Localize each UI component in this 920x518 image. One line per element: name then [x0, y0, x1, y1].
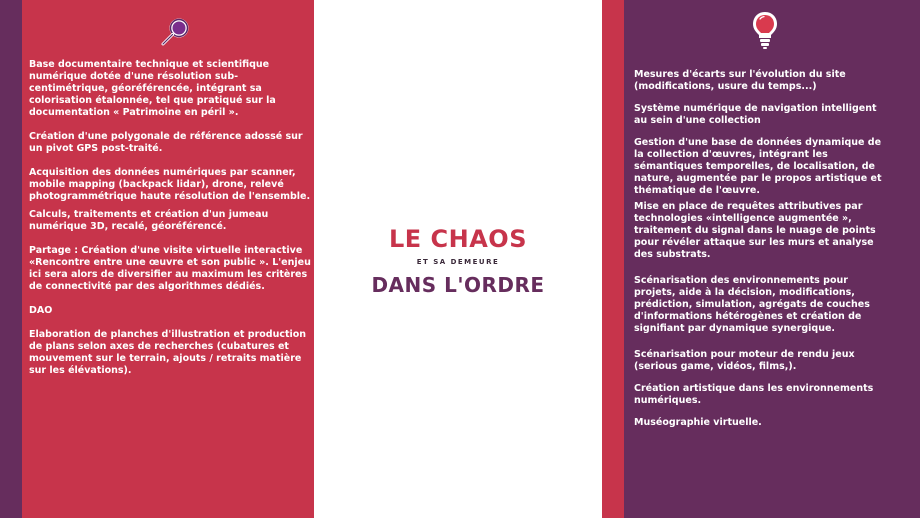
right-paragraph-4: Mise en place de requêtes attributives par technologies «intelligence augmentée », traitement du signal dans le nuage de points pour révéler attaque sur les murs et analyse des substrats. [634, 201, 876, 260]
left-panel-text [29, 59, 312, 377]
left-paragraph-4: Calculs, traitements et création d'un jumeau numérique 3D, recalé, géoréférencé. [29, 209, 269, 232]
left-paragraph-5: Partage : Création d'une visite virtuelle interactive «Rencontre entre une œuvre et son public ». L'enjeu ici sera alors de diversifier au maximum les critères de connectivité par des algorithmes dédiés. [29, 245, 311, 292]
left-paragraph-6: DAO [29, 305, 53, 316]
left-paragraph-7: Elaboration de planches d'illustration et production de plans selon axes de recherches (cubatures et mouvement sur le terrain, ajouts / retraits matière sur les élévations). [29, 329, 307, 376]
left-paragraph-2: Création d'une polygonale de référence adossé sur un pivot GPS post-traité. [29, 131, 303, 154]
right-paragraph-1: Mesures d'écarts sur l'évolution du site (modifications, usure du temps...) [634, 69, 846, 92]
left-paragraph-3: Acquisition des données numériques par scanner, mobile mapping (backpack lidar), drone, relevé photogrammétrique haute résolution de l'ensemble. [29, 167, 311, 202]
right-edge-stripe [602, 0, 624, 518]
right-paragraph-3: Gestion d'une base de données dynamique de la collection d'œuvres, intégrant les sémantiques temporelles, de localisation, de nature, augmentée par le propos artistique et thématique de l'œuvre. [634, 137, 882, 196]
title-dans-l-ordre: DANS L'ORDRE [371, 273, 545, 297]
right-paragraph-2: Système numérique de navigation intelligent au sein d'une collection [634, 103, 877, 126]
right-paragraph-5: Scénarisation des environnements pour projets, aide à la décision, modifications, prédiction, simulation, agrégats de couches d'informations hétérogènes et création de signifiant par dynamique synergique. [634, 275, 870, 334]
right-paragraph-7: Création artistique dans les environnements numériques. [634, 383, 874, 406]
right-paragraph-8: Muséographie virtuelle. [634, 417, 762, 428]
title-le-chaos: LE CHAOS [388, 225, 527, 253]
left-paragraph-1: Base documentaire technique et scientifique numérique dotée d'une résolution sub-centimétrique, géoréférencée, intégrant sa colorisation étalonnée, tel que pratiqué sur la documentation « Patrimoine en péril ». [29, 59, 276, 118]
title-et-sa-demeure: ET SA DEMEURE [416, 258, 500, 266]
lightbulb-icon [750, 10, 780, 50]
right-panel-text [634, 69, 886, 429]
right-paragraph-6: Scénarisation pour moteur de rendu jeux (serious game, vidéos, films,). [634, 349, 855, 372]
left-edge-stripe [0, 0, 22, 518]
magnifier-icon [159, 15, 193, 49]
